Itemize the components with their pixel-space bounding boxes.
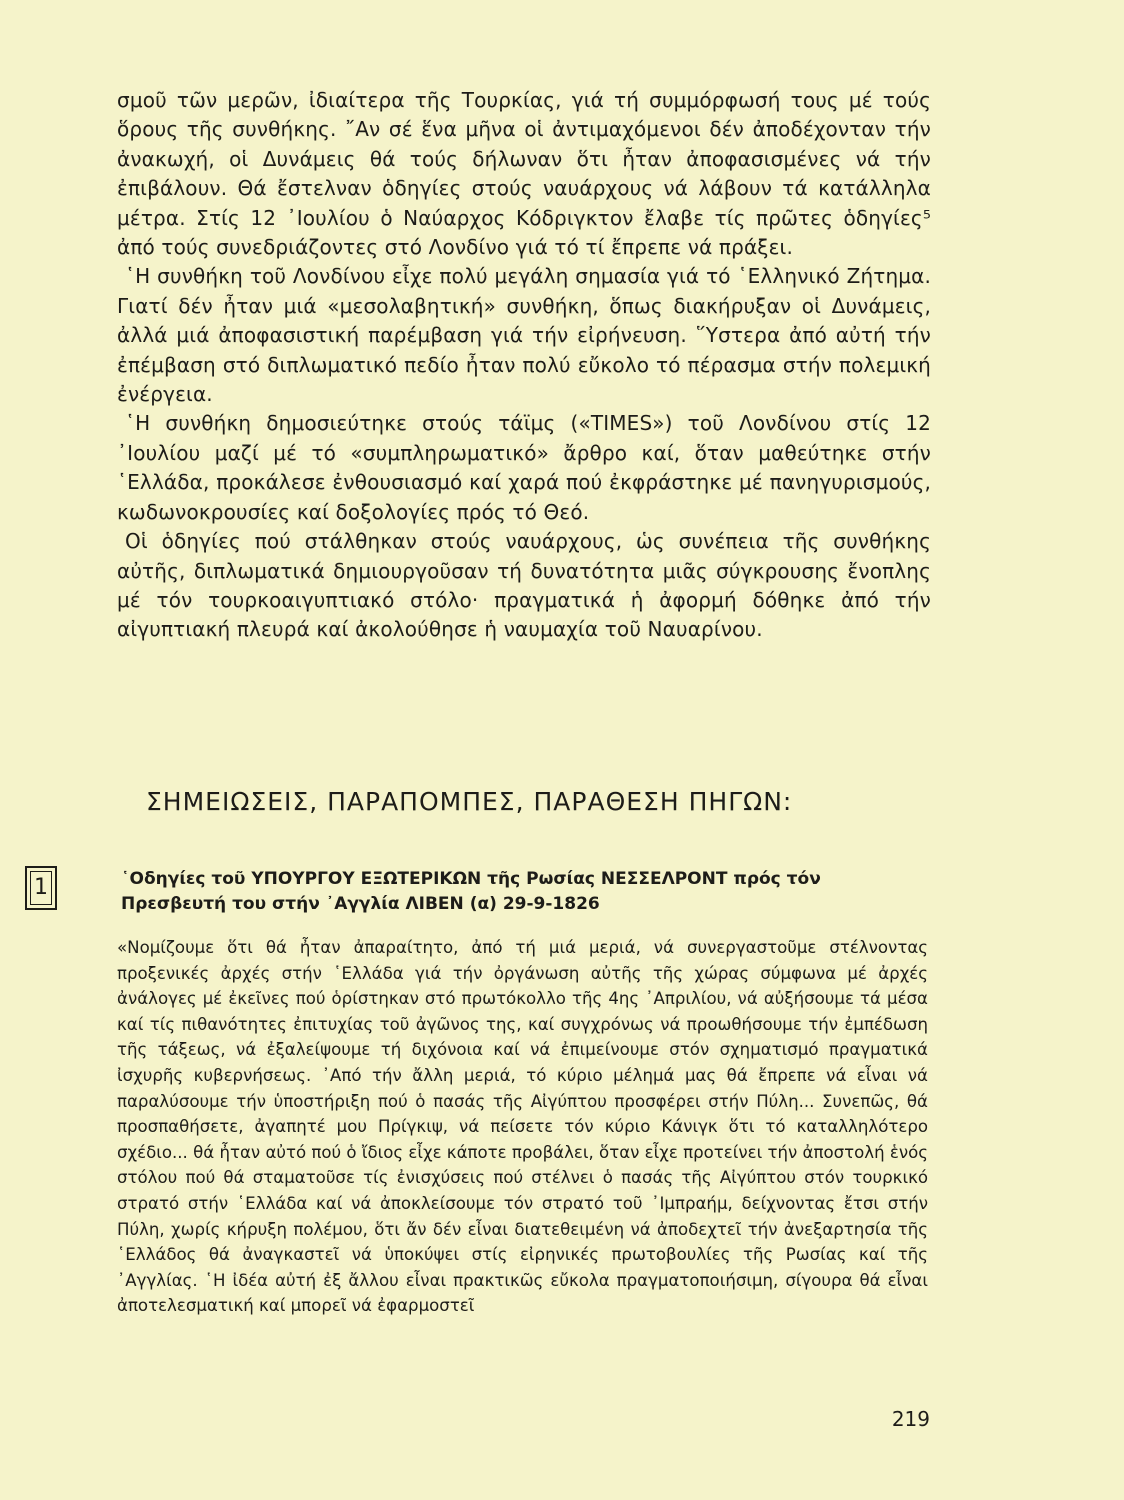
page-number: 219 — [891, 1407, 930, 1431]
paragraph: ῾Η συνθήκη δημοσιεύτηκε στούς τάϊμς («TIMES») τοῦ Λονδίνου στίς 12 ᾿Ιουλίου μαζί μέ τό «συμπληρωματικό» ἄρθρο καί, ὅταν μαθεύτηκε στήν ῾Ελλάδα, προκάλεσε ἐνθουσιασμό καί χαρά πού ἐκφράστηκε μέ πανηγυρισμούς, κωδωνοκρουσίες καί δοξολογίες πρός τό Θεό. — [117, 411, 931, 524]
note-title: ῾Οδηγίες τοῦ ΥΠΟΥΡΓΟΥ ΕΞΩΤΕΡΙΚΩΝ τῆς Ρωσίας ΝΕΣΣΕΛΡΟΝΤ πρός τόν Πρεσβευτή του στήν ᾿Αγγλία ΛΙΒΕΝ (α) 29-9-1826 — [121, 869, 821, 914]
paragraph: σμοῦ τῶν μερῶν, ἰδιαίτερα τῆς Τουρκίας, γιά τή συμμόρφωσή τους μέ τούς ὅρους τῆς συνθήκης. ῎Αν σέ ἕνα μῆνα οἱ ἀντιμαχόμενοι δέν ἀποδέχονταν τήν ἀνακωχή, οἱ Δυνάμεις θά τούς δήλωναν ὅτι ἦταν ἀποφασισμένες νά τήν ἐπιβάλουν. Θά ἔστελναν ὁδηγίες στούς ναυάρχους νά λάβουν τά κατάλληλα μέτρα. Στίς 12 ᾿Ιουλίου ὁ Ναύαρχος Κόδριγκτον ἔλαβε τίς πρῶτες ὁδηγίες⁵ ἀπό τούς συνεδριάζοντες στό Λονδίνο γιά τό τί ἔπρεπε νά πράξει. — [117, 88, 931, 260]
main-text-block — [117, 86, 931, 645]
note-paragraph: «Νομίζουμε ὅτι θά ἦταν ἀπαραίτητο, ἀπό τή μιά μεριά, νά συνεργαστοῦμε στέλνοντας προξενικές ἀρχές στήν ῾Ελλάδα γιά τήν ὀργάνωση αὐτῆς τῆς χώρας σύμφωνα μέ ἀρχές ἀνάλογες μέ ἐκεῖνες πού ὁρίστηκαν στό πρωτόκολλο τῆς 4ης ᾿Απριλίου, νά αὐξήσουμε τά μέσα καί τίς πιθανότητες ἐπιτυχίας τοῦ ἀγῶνος της, καί συγχρόνως νά προωθήσουμε τήν ἐμπέδωση τῆς τάξεως, νά ἐξαλείψουμε τή διχόνοια καί νά ἐπιμείνουμε στόν σχηματισμό πραγματικά ἰσχυρῆς κυβερνήσεως. ᾿Από τήν ἄλλη μεριά, τό κύριο μέλημά μας θά ἔπρεπε νά εἶναι νά παραλύσουμε τήν ὑποστήριξη πού ὁ πασάς τῆς Αἰγύπτου προσφέρει στήν Πύλη... Συνεπῶς, θά προσπαθήσετε, ἀγαπητέ μου Πρίγκιψ, νά πείσετε τόν κύριο Κάνιγκ ὅτι τό καταλληλότερο σχέδιο... θά ἦταν αὐτό πού ὁ ἴδιος εἶχε κάποτε προβάλει, ὅταν εἶχε προτείνει τήν ἀποστολή ἑνός στόλου πού θά σταματοῦσε τίς ἐνισχύσεις πού στέλνει ὁ πασάς τῆς Αἰγύπτου στόν τουρκικό στρατό στήν ῾Ελλάδα καί νά ἀποκλείσουμε τόν στρατό τοῦ ᾿Ιμπραήμ, δείχνοντας ἔτσι στήν Πύλη, χωρίς κήρυξη πολέμου, ὅτι ἄν δέν εἶναι διατεθειμένη νά ἀποδεχτεῖ τήν ἀνεξαρτησία τῆς ῾Ελλάδος θά ἀναγκαστεῖ νά ὑποκύψει στίς εἰρηνικές πρωτοβουλίες τῆς Ρωσίας καί τῆς ᾿Αγγλίας. ῾Η ἰδέα αὐτή ἐξ ἄλλου εἶναι πρακτικῶς εὔκολα πραγματοποιήσιμη, σίγουρα θά εἶναι ἀποτελεσματική καί μπορεῖ νά ἐφαρμοστεῖ — [117, 938, 929, 1316]
paragraph: Οἱ ὁδηγίες πού στάλθηκαν στούς ναυάρχους, ὡς συνέπεια τῆς συνθήκης αὐτῆς, διπλωματικά δημιουργοῦσαν τή δυνατότητα μιᾶς σύγκρουσης ἔνοπλης μέ τόν τουρκοαιγυπτιακό στόλο· πραγματικά ἡ ἀφορμή δόθηκε ἀπό τήν αἰγυπτιακή πλευρά καί ἀκολούθησε ἡ ναυμαχία τοῦ Ναυαρίνου. — [117, 529, 931, 642]
note-body — [117, 935, 928, 1319]
note-number-box — [25, 866, 57, 910]
note-number: 1 — [30, 871, 52, 905]
paragraph: ῾Η συνθήκη τοῦ Λονδίνου εἶχε πολύ μεγάλη σημασία γιά τό ῾Ελληνικό Ζήτημα. Γιατί δέν ἦταν μιά «μεσολαβητική» συνθήκη, ὅπως διακήρυξαν οἱ Δυνάμεις, ἀλλά μιά ἀποφασιστική παρέμβαση γιά τήν εἰρήνευση. ῞Υστερα ἀπό αὐτή τήν ἐπέμβαση στό διπλωματικό πεδίο ἦταν πολύ εὔκολο τό πέρασμα στήν πολεμική ἐνέργεια. — [117, 264, 931, 407]
section-heading: ΣΗΜΕΙΩΣΕΙΣ, ΠΑΡΑΠΟΜΠΕΣ, ΠΑΡΑΘΕΣΗ ΠΗΓΩΝ: — [146, 787, 793, 816]
